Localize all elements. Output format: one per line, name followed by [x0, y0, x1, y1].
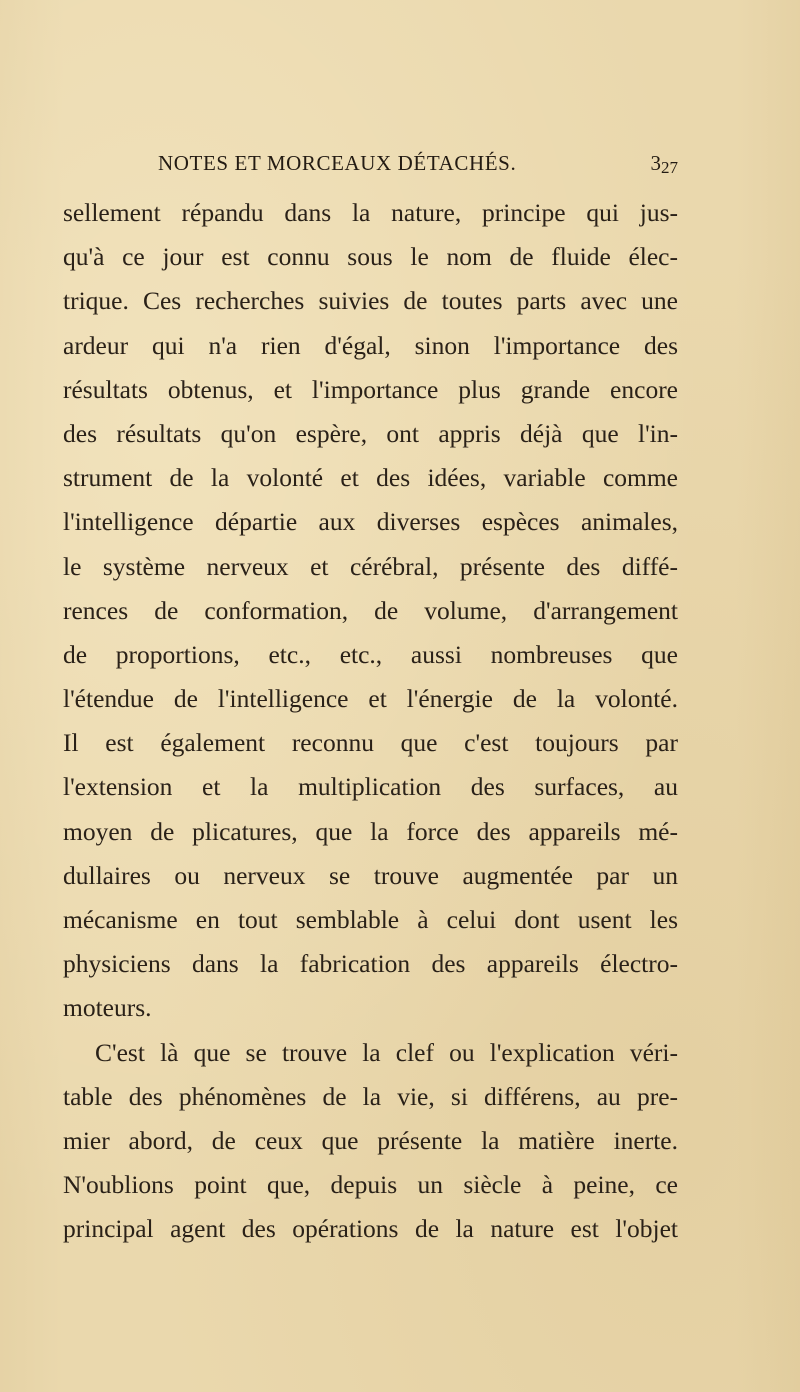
- text-line: mier abord, de ceux que présente la matière inerte.: [63, 1125, 678, 1155]
- body-text: [63, 191, 678, 1252]
- text-line: N'oublions point que, depuis un siècle à peine, ce: [63, 1170, 678, 1200]
- text-line: rences de conformation, de volume, d'arrangement: [63, 595, 678, 625]
- text-line: table des phénomènes de la vie, si différens, au pre-: [63, 1081, 678, 1111]
- text-line-paragraph-start: C'est là que se trouve la clef ou l'explication véri-: [95, 1037, 678, 1067]
- text-line: strument de la volonté et des idées, variable comme: [63, 463, 678, 493]
- running-title: NOTES ET MORCEAUX DÉTACHÉS.: [158, 151, 517, 175]
- text-line: dullaires ou nerveux se trouve augmentée par un: [63, 860, 678, 890]
- text-line: des résultats qu'on espère, ont appris déjà que l'in-: [63, 418, 678, 448]
- text-line-paragraph-end: moteurs.: [63, 993, 152, 1023]
- text-line: sellement répandu dans la nature, principe qui jus-: [63, 198, 678, 227]
- page-number-main: 3: [650, 151, 661, 175]
- text-line: trique. Ces recherches suivies de toutes parts avec une: [63, 286, 678, 316]
- text-line: l'étendue de l'intelligence et l'énergie de la volonté.: [63, 684, 678, 714]
- text-line: de proportions, etc., etc., aussi nombreuses que: [63, 639, 678, 669]
- text-line: résultats obtenus, et l'importance plus grande encore: [63, 374, 678, 404]
- text-line: l'extension et la multiplication des surfaces, au: [63, 772, 678, 802]
- page-number: [651, 150, 679, 178]
- text-line: mécanisme en tout semblable à celui dont usent les: [63, 905, 678, 934]
- text-line: moyen de plicatures, que la force des appareils mé-: [63, 816, 678, 846]
- text-line: principal agent des opérations de la nature est l'objet: [63, 1214, 678, 1244]
- text-line: qu'à ce jour est connu sous le nom de fluide élec-: [63, 242, 678, 272]
- text-line: physiciens dans la fabrication des appareils électro-: [63, 949, 678, 979]
- page-number-small: 27: [661, 158, 678, 177]
- text-line: Il est également reconnu que c'est toujours par: [63, 728, 678, 758]
- running-head: [158, 150, 678, 176]
- text-line: ardeur qui n'a rien d'égal, sinon l'importance des: [63, 330, 678, 360]
- text-line: l'intelligence départie aux diverses espèces animales,: [63, 507, 678, 537]
- text-line: le système nerveux et cérébral, présente des diffé-: [63, 551, 678, 581]
